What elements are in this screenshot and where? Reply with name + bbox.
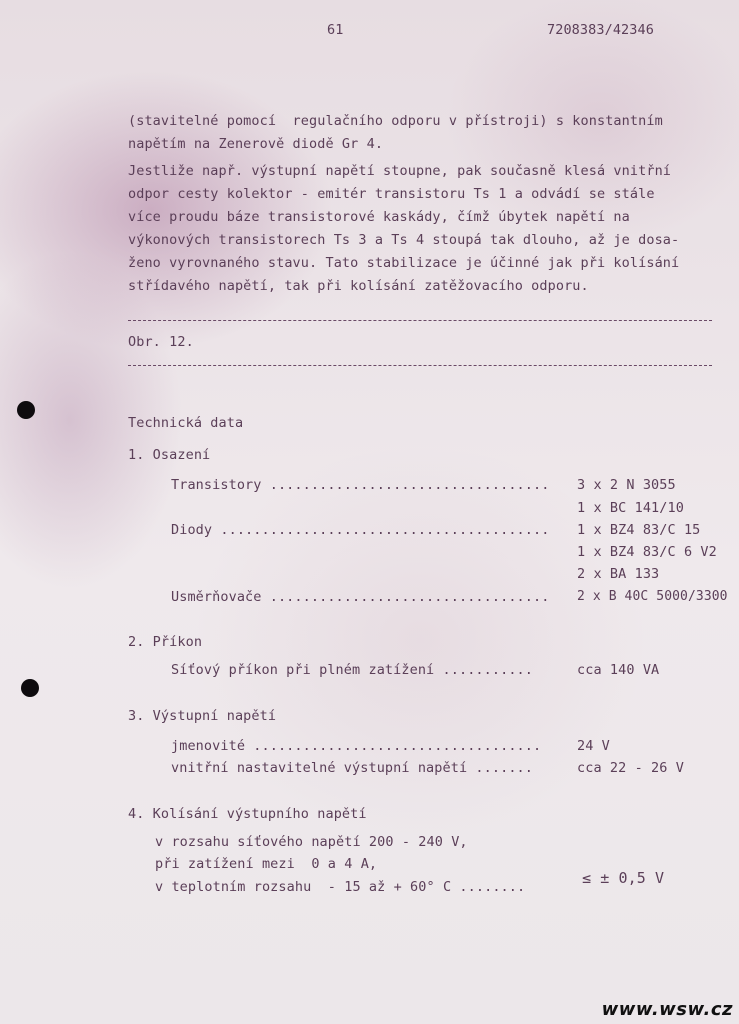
spec-value: cca 140 VA bbox=[577, 662, 660, 678]
paragraph-line: střídavého napětí, tak při kolísání zatěžovacího odporu. bbox=[128, 278, 589, 294]
spec-value: 1 x BZ4 83/C 15 bbox=[577, 522, 701, 538]
spec-value: 24 V bbox=[577, 738, 610, 754]
spec-value: cca 22 - 26 V bbox=[577, 760, 684, 776]
spec-condition: při zatížení mezi 0 a 4 A, bbox=[155, 856, 378, 872]
section-heading: 3. Výstupní napětí bbox=[128, 708, 277, 724]
spec-value: 2 x BA 133 bbox=[577, 566, 660, 582]
section-heading: 1. Osazení bbox=[128, 447, 211, 463]
paragraph-line: odpor cesty kolektor - emitér transistoru Ts 1 a odvádí se stále bbox=[128, 186, 655, 202]
spec-label: vnitřní nastavitelné výstupní napětí ....... bbox=[171, 760, 534, 776]
spec-label bbox=[171, 589, 549, 605]
spec-label-text: Transistory .................................. bbox=[171, 477, 550, 493]
paragraph-line: více proudu báze transistorové kaskády, čímž úbytek napětí na bbox=[128, 209, 630, 225]
spec-label-text: Usměrňovače .................................. bbox=[171, 589, 550, 605]
spec-condition: v teplotním rozsahu - 15 až + 60° C ........ bbox=[155, 879, 526, 895]
paragraph-line: Jestliže např. výstupní napětí stoupne, pak současně klesá vnitřní bbox=[128, 163, 672, 179]
paragraph-line: napětím na Zenerově diodě Gr 4. bbox=[128, 136, 384, 152]
document-number: 7208383/42346 bbox=[547, 22, 654, 38]
spec-label-text: Diody ........................................ bbox=[171, 522, 550, 538]
page-number: 61 bbox=[327, 22, 344, 38]
spec-label bbox=[171, 522, 549, 538]
section-heading: 4. Kolísání výstupního napětí bbox=[128, 806, 367, 822]
section-title: Technická data bbox=[128, 415, 244, 431]
spec-condition: v rozsahu síťového napětí 200 - 240 V, bbox=[155, 834, 468, 850]
watermark: www.wsw.cz bbox=[601, 999, 733, 1020]
spec-value: 2 x B 40C 5000/3300 bbox=[577, 589, 728, 604]
spec-label: jmenovité ................................... bbox=[171, 738, 542, 754]
figure-caption: Obr. 12. bbox=[128, 334, 194, 350]
paragraph-line: ženo vyrovnaného stavu. Tato stabilizace je účinné jak při kolísání bbox=[128, 255, 680, 271]
punch-hole bbox=[17, 401, 35, 419]
spec-label: Síťový příkon při plném zatížení ........... bbox=[171, 662, 534, 678]
spec-label bbox=[171, 477, 549, 493]
punch-hole bbox=[21, 679, 39, 697]
dashed-rule bbox=[128, 320, 712, 321]
section-heading: 2. Příkon bbox=[128, 634, 203, 650]
spec-value: 1 x BZ4 83/C 6 V2 bbox=[577, 544, 717, 560]
paragraph-line: výkonových transistorech Ts 3 a Ts 4 stoupá tak dlouho, až je dosa- bbox=[128, 232, 680, 248]
paragraph-line: (stavitelné pomocí regulačního odporu v přístroji) s konstantním bbox=[128, 113, 663, 129]
dashed-rule bbox=[128, 365, 712, 366]
spec-value: 3 x 2 N 3055 bbox=[577, 477, 676, 493]
spec-value: 1 x BC 141/10 bbox=[577, 500, 684, 516]
spec-value: ≤ ± 0,5 V bbox=[582, 869, 665, 887]
